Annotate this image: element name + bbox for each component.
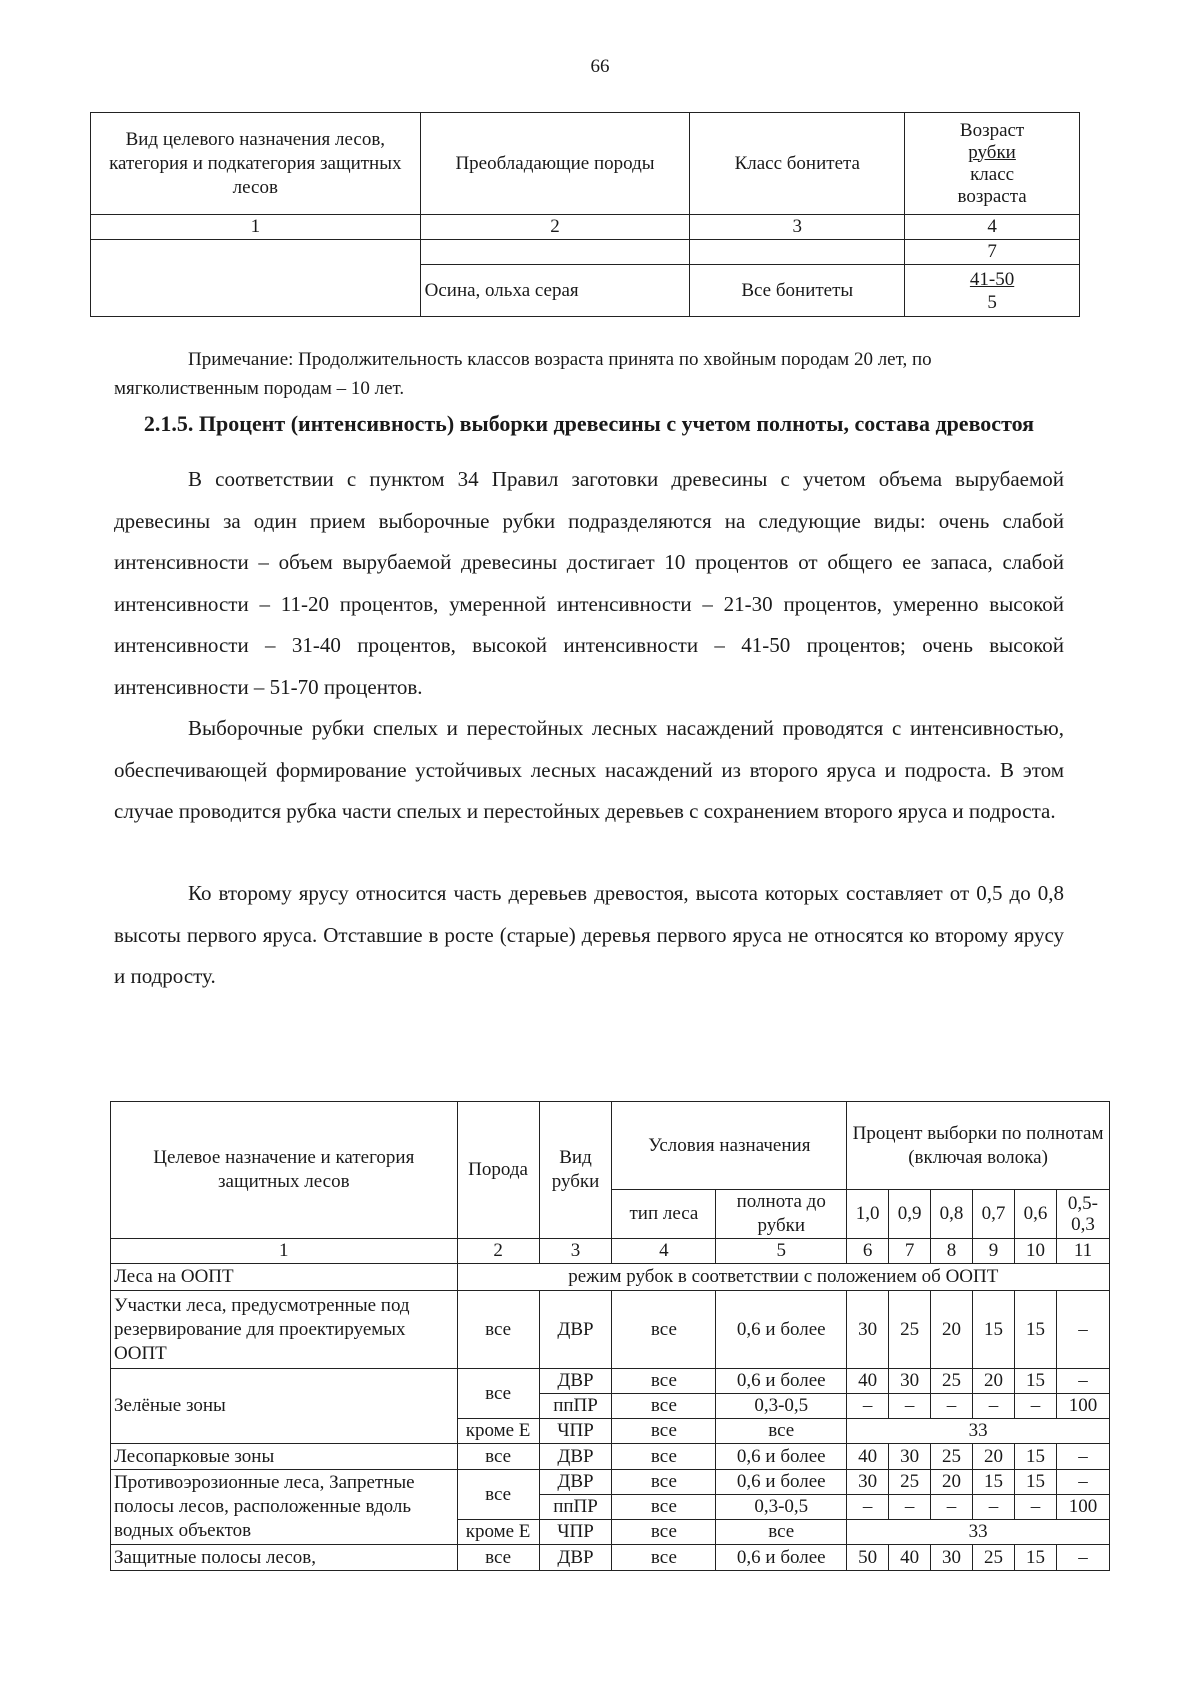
t2-value: 40 [847,1369,889,1394]
t2-type: все [612,1291,716,1369]
t2-value: – [889,1394,931,1419]
table1-empty-cell [91,240,421,317]
table1-header-purpose: Вид целевого назначения лесов, категория и подкатегория защитных лесов [91,113,421,215]
t2-cut: ДВР [539,1545,612,1571]
t2-density: 0,6 и более [716,1291,847,1369]
t2-header-d08: 0,8 [931,1190,973,1239]
t2-header-percent: Процент выборки по полнотам (включая волока) [847,1102,1110,1190]
t2-value: 15 [1014,1369,1056,1394]
t2-header-d05: 0,5-0,3 [1056,1190,1109,1239]
t2-header-forest-type: тип леса [612,1190,716,1239]
t2-colnum: 11 [1056,1239,1109,1264]
t2-cut: ДВР [539,1444,612,1470]
t2-value: 40 [847,1444,889,1470]
t2-species: кроме Е [457,1520,539,1545]
t2-cut: ДВР [539,1291,612,1369]
t2-header-d07: 0,7 [973,1190,1015,1239]
table1-header-site-class: Класс бонитета [690,113,905,215]
t2-species: все [457,1470,539,1520]
t2-value: 20 [931,1470,973,1495]
t2-colnum: 4 [612,1239,716,1264]
t2-value: 25 [889,1470,931,1495]
t2-value: – [1056,1369,1109,1394]
table1-colnum: 1 [91,215,421,240]
t2-row-name: Участки леса, предусмотренные под резервирование для проектируемых ООПТ [111,1291,458,1369]
t2-header-purpose: Целевое назначение и категория защитных лесов [111,1102,458,1239]
t2-species: все [457,1444,539,1470]
t2-cut: ппПР [539,1495,612,1520]
table1-header-species: Преобладающие породы [420,113,690,215]
t2-oopt-name: Леса на ООПТ [111,1264,458,1291]
table1-empty-cell [690,240,905,265]
t2-type: все [612,1394,716,1419]
t2-value: – [847,1394,889,1419]
t2-value: 100 [1056,1495,1109,1520]
t2-species: все [457,1291,539,1369]
t2-type: все [612,1545,716,1571]
t2-density: 0,6 и более [716,1369,847,1394]
t2-value: – [889,1495,931,1520]
t2-value: 50 [847,1545,889,1571]
table1-header-cutting-age [905,113,1080,215]
t2-value: – [1014,1394,1056,1419]
t2-value: 15 [1014,1470,1056,1495]
t2-value: – [1056,1470,1109,1495]
table1-site-class-all: Все бонитеты [690,265,905,317]
t2-colnum: 5 [716,1239,847,1264]
t2-type: все [612,1470,716,1495]
t2-oopt-mode: режим рубок в соответствии с положением об ООПТ [457,1264,1109,1291]
t2-cut: ЧПР [539,1520,612,1545]
cutting-age-line3: класс [970,163,1015,185]
t2-density: все [716,1520,847,1545]
t2-value: 20 [931,1291,973,1369]
t2-value: 15 [973,1470,1015,1495]
t2-density: 0,3-0,5 [716,1394,847,1419]
cutting-age-line1: Возраст [959,119,1025,141]
t2-density: 0,6 и более [716,1444,847,1470]
paragraph-3: Ко второму ярусу относится часть деревьев древостоя, высота которых составляет от 0,5 до 0,8 высоты первого яруса. Отставшие в росте (старые) деревья первого яруса не относятся ко второму ярусу и подросту. [114,881,1064,988]
t2-type: все [612,1520,716,1545]
t2-colnum: 7 [889,1239,931,1264]
t2-value: 25 [931,1369,973,1394]
t2-value: 25 [889,1291,931,1369]
t2-header-species: Порода [457,1102,539,1239]
t2-header-conditions: Условия назначения [612,1102,847,1190]
table1-colnum: 2 [420,215,690,240]
t2-row-name: Защитные полосы лесов, [111,1545,458,1571]
t2-value: – [1056,1291,1109,1369]
t2-cut: ДВР [539,1470,612,1495]
t2-header-d10: 1,0 [847,1190,889,1239]
t2-header-density: полнота до рубки [716,1190,847,1239]
t2-header-d09: 0,9 [889,1190,931,1239]
t2-value: 15 [1014,1444,1056,1470]
table1-colnum: 3 [690,215,905,240]
t2-density: все [716,1419,847,1444]
t2-value: 40 [889,1545,931,1571]
t2-value: 15 [1014,1545,1056,1571]
age-class-table [90,112,1080,317]
cutting-age-line2: рубки [968,141,1016,163]
t2-header-cut-type: Вид рубки [539,1102,612,1239]
t2-row-name: Лесопарковые зоны [111,1444,458,1470]
t2-colnum: 6 [847,1239,889,1264]
age-fraction-top: 41-50 [969,268,1015,290]
t2-value: – [847,1495,889,1520]
table1-age-fraction [905,265,1080,317]
t2-value: 30 [847,1470,889,1495]
t2-colnum: 3 [539,1239,612,1264]
t2-density: 0,6 и более [716,1470,847,1495]
table1-species-aspen: Осина, ольха серая [420,265,690,317]
t2-colnum: 2 [457,1239,539,1264]
t2-cut: ппПР [539,1394,612,1419]
t2-value: – [931,1495,973,1520]
t2-merged-value: 33 [847,1419,1110,1444]
t2-value: 15 [973,1291,1015,1369]
t2-value: – [931,1394,973,1419]
t2-merged-value: 33 [847,1520,1110,1545]
t2-value: 25 [973,1545,1015,1571]
t2-value: 20 [973,1444,1015,1470]
t2-density: 0,3-0,5 [716,1495,847,1520]
t2-type: все [612,1444,716,1470]
section-heading: 2.1.5. Процент (интенсивность) выборки древесины с учетом полноты, состава древостоя [143,411,1035,436]
t2-value: 15 [1014,1291,1056,1369]
t2-value: – [973,1394,1015,1419]
table1-age-value: 7 [905,240,1080,265]
t2-density: 0,6 и более [716,1545,847,1571]
table1-empty-cell [420,240,690,265]
t2-value: – [1056,1444,1109,1470]
t2-value: – [1056,1545,1109,1571]
note: Примечание: Продолжительность классов возраста принята по хвойным породам 20 лет, по мягколиственным породам – 10 лет. [114,349,932,399]
t2-species: все [457,1369,539,1419]
t2-cut: ДВР [539,1369,612,1394]
t2-type: все [612,1495,716,1520]
t2-colnum: 1 [111,1239,458,1264]
t2-colnum: 8 [931,1239,973,1264]
age-fraction-bottom: 5 [987,291,997,313]
t2-species: все [457,1545,539,1571]
t2-type: все [612,1369,716,1394]
t2-colnum: 10 [1014,1239,1056,1264]
selection-percent-table [110,1101,1110,1571]
t2-value: 20 [973,1369,1015,1394]
t2-value: 100 [1056,1394,1109,1419]
t2-row-name: Противоэрозионные леса, Запретные полосы лесов, расположенные вдоль водных объектов [111,1470,458,1545]
t2-colnum: 9 [973,1239,1015,1264]
t2-value: – [973,1495,1015,1520]
t2-type: все [612,1419,716,1444]
t2-species: кроме Е [457,1419,539,1444]
t2-value: 30 [931,1545,973,1571]
page-number: 66 [590,56,610,77]
t2-value: 30 [889,1444,931,1470]
table1-colnum: 4 [905,215,1080,240]
paragraph-2: Выборочные рубки спелых и перестойных лесных насаждений проводятся с интенсивностью, обеспечивающей формирование устойчивых лесных насаждений из второго яруса и подроста. В этом случае проводится рубка части спелых и перестойных деревьев с сохранением второго яруса и подроста. [114,716,1064,823]
t2-row-name: Зелёные зоны [111,1369,458,1444]
paragraph-1: В соответствии с пунктом 34 Правил заготовки древесины с учетом объема вырубаемой древесины за один прием выборочные рубки подразделяются на следующие виды: очень слабой интенсивности – объем вырубаемой древесины достигает 10 процентов от общего ее запаса, слабой интенсивности – 11-20 процентов, умеренной интенсивности – 21-30 процентов, умеренно высокой интенсивности – 31-40 процентов, высокой интенсивности – 41-50 процентов; очень высокой интенсивности – 51-70 процентов. [114,467,1064,699]
t2-value: 30 [889,1369,931,1394]
t2-value: 30 [847,1291,889,1369]
t2-cut: ЧПР [539,1419,612,1444]
t2-value: – [1014,1495,1056,1520]
t2-header-d06: 0,6 [1014,1190,1056,1239]
cutting-age-line4: возраста [957,185,1027,207]
t2-value: 25 [931,1444,973,1470]
